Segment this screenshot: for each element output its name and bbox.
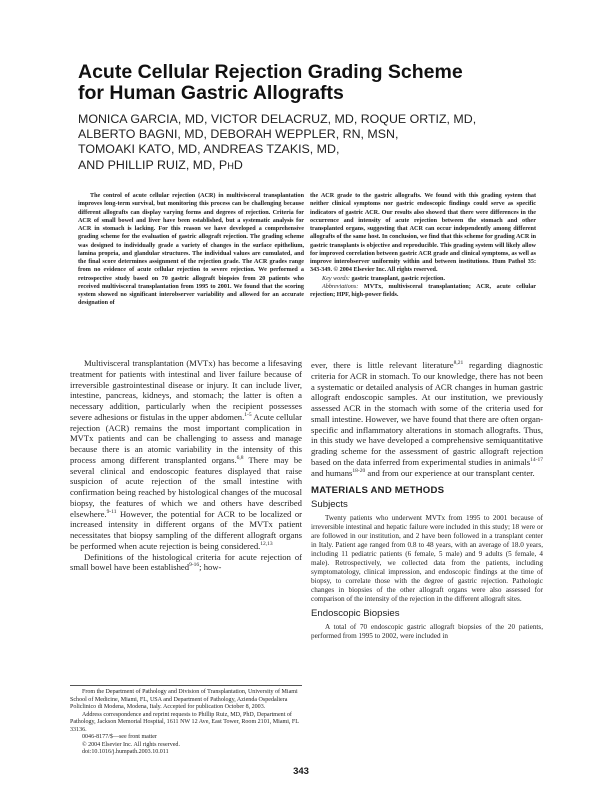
- title-line-1: Acute Cellular Rejection Grading Scheme: [78, 61, 463, 83]
- footnote-issn: 0046-8177/$—see front matter: [82, 734, 157, 741]
- intro-paragraph-2: Definitions of the histological criteria for acute rejection of small bowel have been established$^{9-16}$; how-: [70, 551, 302, 573]
- subsection-heading-biopsies: Endoscopic Biopsies: [311, 608, 400, 620]
- article-title: [78, 62, 538, 104]
- author-line-2: ALBERTO BAGNI, MD, DEBORAH WEPPLER, RN, MSN,: [78, 127, 399, 142]
- footnote-address: Address correspondence and reprint requests to Phillip Ruiz, MD, PhD, Department of Pathology, Jackson Memorial Hospital, 1611 NW 12 Ave, East Tower, Room 2101, Miami, FL 33136.: [70, 711, 299, 733]
- author-list: [78, 112, 548, 174]
- intro-paragraph-continued: ever, there is little relevant literature$^{8,21}$ regarding diagnostic criteria for ACR in stomach. To our knowledge, there has not been a systematic or detailed analysis of ACR changes in human gastric allograft endoscopic samples. At our institution, we previously assessed ACR in the stomach with some of the criteria used for small intestine. However, we have found that there are often organ-specific and inflammatory alterations in stomach allografts. Thus, in this study we have developed a comprehensive semiquantitative grading scheme for the assessment of gastric allograft rejection based on the data inferred from experimental studies in animals$^{14-17}$ and humans$^{18-20}$ and from our experience at our transplant center.: [311, 360, 544, 478]
- keywords: Key words: gastric transplant, gastric rejection.: [322, 275, 445, 282]
- footnote: [70, 689, 302, 757]
- author-line-3: TOMOAKI KATO, MD, ANDREAS TZAKIS, MD,: [78, 142, 340, 157]
- intro-paragraph-1: Multivisceral transplantation (MVTx) has become a lifesaving treatment for patients with intestinal and liver failure because of irreversible gastrointestinal disease or injury. It can include liver, intestine, pancreas, kidneys, and stomach; the latter is often a necessary addition, particularly when the recipient possesses severe adhesions or fistulas in the upper abdomen.$^{1-5}$ Acute cellular rejection (ACR) remains the most important complication in MVTx patients and can be challenging to assess and manage because there is an atomic variability in the intensity of this process among different transplanted organs.$^{6,8}$ There may be several clinical and endoscopic features displayed that raise suspicion of acute rejection of the small intestine with confirmation being reached by histological changes of the mucosal biopsy, the features of which we and others have described elsewhere.$^{9-11}$ However, the potential for ACR to be localized or increased intensity in different organs of the MVTx patient necessitates that biopsy sampling of the different allograft organs be performed when acute rejection is being considered.$^{12,13}$: [70, 358, 302, 551]
- footnote-doi: doi:10.1016/j.humpath.2003.10.011: [82, 749, 169, 756]
- abstract-text-part-1: The control of acute cellular rejection (ACR) in multivisceral transplantation improves long-term survival, but monitoring this process can be challenging because different allografts can display varying forms and degrees of rejection. Criteria for ACR of small bowel and liver have been established, but a systematic analysis for ACR in stomach is lacking. For this reason we have developed a comprehensive grading scheme for the evaluation of gastric allograft rejection. The grading scheme was designed to individually grade a variety of changes in the surface epithelium, lamina propria, and glandular structures. The individual values are cumulated, and the final score determines assignment of the rejection grade. The ACR grades range from no evidence of acute cellular rejection to severe rejection. We performed a retrospective study based on 70 gastric allograft biopsies from 20 patients who received multivisceral transplantation from 1995 to 2001. We found that the scoring system showed no significant interobserver variability and allowed for an accurate designation of: [78, 193, 304, 307]
- abbreviations: Abbreviations: MVTx, multivisceral transplantation; ACR, acute cellular rejection; HPF, high-power fields.: [310, 283, 537, 298]
- subjects-paragraph: Twenty patients who underwent MVTx from 1995 to 2001 because of irreversible intestinal and hepatic failure were included in this study; 18 were or are followed in our institution, and 2 have been followed in a transplant center in Italy. Patient age ranged from 0.8 to 48 years, with an average of 18.0 years, including 11 pediatric patients (6 female, 5 male) and 9 adults (5 female, 4 male). Retrospectively, we collected data from the patients, including symptomatology, clinical impression, and endoscopic findings at the time of biopsy, to correlate those with the degree of gastric rejection. Pathologic changes in biopsies of the other allograft organs were also assessed for comparison of the intensity of the rejection in the different allograft sites.: [311, 513, 543, 604]
- body-left-column: [70, 358, 302, 573]
- footnote-copyright: © 2004 Elsevier Inc. All rights reserved.: [82, 741, 180, 748]
- biopsies-paragraph: A total of 70 endoscopic gastric allograft biopsies of the 20 patients, performed from 1995 to 2002, were included in: [311, 622, 543, 641]
- page-number: 343: [293, 766, 309, 777]
- footnote-divider: [70, 685, 302, 686]
- body-right-column: [311, 360, 543, 641]
- author-line-4: AND PHILLIP RUIZ, MD, PHD: [78, 157, 243, 172]
- footnote-affiliation: From the Department of Pathology and Division of Transplantation, University of Miami School of Medicine, Miami, FL, USA and Department of Pathology, Azienda Ospedaliera Policlinico di Modena, Modena, Italy. Accepted for publication October 8, 2003.: [70, 689, 298, 711]
- abstract-text-part-2: the ACR grade to the gastric allografts. We found with this grading system that neither clinical symptoms nor gastric endoscopic findings could serve as specific indicators of gastric ACR. Our results also showed that there were differences in the occurrence and intensity of acute rejection between the stomach and other transplanted organs, suggesting that ACR can occur independently among different allografts of the same host. In conclusion, we find that this scheme for grading ACR in gastric transplants is objective and reproducible. This grading system will likely allow for improved correlation between gastric ACR grade and clinical symptoms, as well as improve interobserver uniformity within and between institutions. Hum Pathol 35: 343-349. © 2004 Elsevier Inc. All rights reserved.: [310, 193, 536, 274]
- subjects-section: [311, 514, 543, 604]
- biopsies-section: [311, 623, 543, 641]
- subsection-heading-subjects: Subjects: [311, 499, 348, 510]
- author-line-1: MONICA GARCIA, MD, VICTOR DELACRUZ, MD, ROQUE ORTIZ, MD,: [78, 112, 477, 126]
- abstract-left-column: [78, 192, 304, 308]
- abstract-right-column: [310, 192, 536, 299]
- section-heading-methods: MATERIALS AND METHODS: [311, 485, 445, 497]
- title-line-2: for Human Gastric Allografts: [78, 82, 344, 104]
